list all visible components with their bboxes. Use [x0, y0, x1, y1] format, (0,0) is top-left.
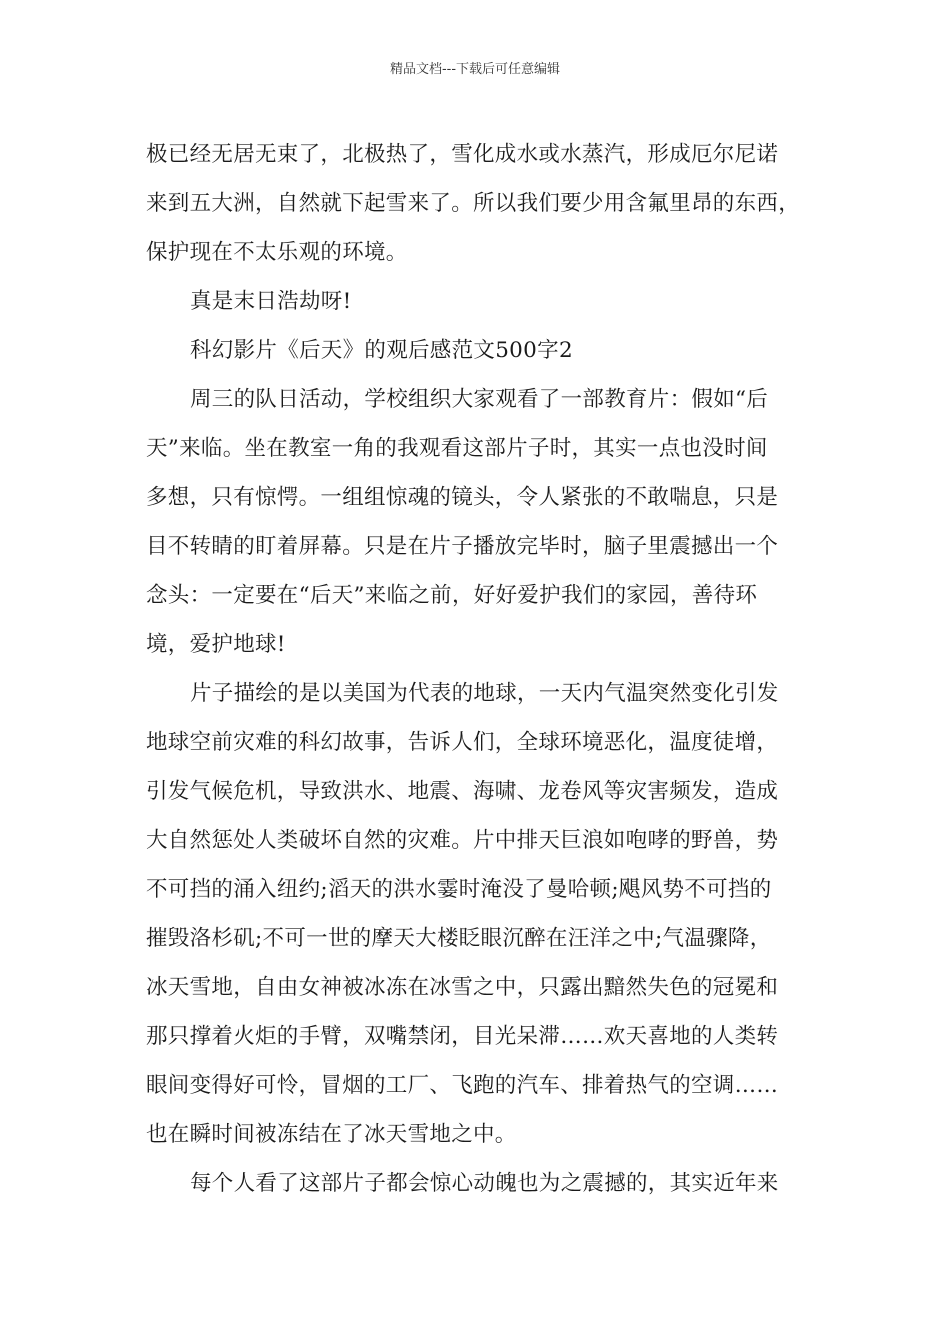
- page-header: 精品文档---下载后可任意编辑: [389, 62, 561, 77]
- text-line: 保护现在不太乐观的环境。: [146, 240, 408, 265]
- document-body: [146, 130, 806, 1208]
- text-line: 摧毁洛杉矶;不可一世的摩天大楼眨眼沉醉在汪洋之中;气温骤降，: [146, 926, 772, 951]
- text-line: 引发气候危机，导致洪水、地震、海啸、龙卷风等灾害频发，造成: [146, 779, 779, 804]
- text-line: 片子描绘的是以美国为代表的地球，一天内气温突然变化引发: [190, 681, 779, 706]
- text-line: 境，爱护地球!: [146, 632, 286, 657]
- text-line: 大自然惩处人类破坏自然的灾难。片中排天巨浪如咆哮的野兽，势: [146, 828, 779, 853]
- text-line: 真是末日浩劫呀!: [190, 289, 352, 314]
- text-line: 目不转睛的盯着屏幕。只是在片子播放完毕时，脑子里震撼出一个: [146, 534, 779, 559]
- text-line: 也在瞬时间被冻结在了冰天雪地之中。: [146, 1122, 517, 1147]
- text-line: 周三的队日活动，学校组织大家观看了一部教育片：假如“后: [190, 387, 769, 412]
- text-line: 科幻影片《后天》的观后感范文500字2: [190, 338, 573, 363]
- text-line: 多想，只有惊愕。一组组惊魂的镜头，令人紧张的不敢喘息，只是: [146, 485, 779, 510]
- text-line: 眼间变得好可怜，冒烟的工厂、飞跑的汽车、排着热气的空调……: [146, 1073, 779, 1098]
- text-line: 天”来临。坐在教室一角的我观看这部片子时，其实一点也没时间: [146, 436, 768, 461]
- text-line: 冰天雪地，自由女神被冰冻在冰雪之中，只露出黯然失色的冠冕和: [146, 975, 779, 1000]
- text-line: 来到五大洲，自然就下起雪来了。所以我们要少用含氟里昂的东西，: [146, 191, 801, 216]
- text-line: 地球空前灾难的科幻故事，告诉人们，全球环境恶化，温度徒增，: [146, 730, 779, 755]
- text-line: 极已经无居无束了，北极热了，雪化成水或水蒸汽，形成厄尔尼诺: [146, 142, 779, 167]
- text-line: 念头：一定要在“后天”来临之前，好好爱护我们的家园，善待环: [146, 583, 758, 608]
- text-line: 不可挡的涌入纽约;滔天的洪水霎时淹没了曼哈顿;飓风势不可挡的: [146, 877, 772, 902]
- text-line: 那只撑着火炬的手臂，双嘴禁闭，目光呆滞……欢天喜地的人类转: [146, 1024, 779, 1049]
- text-line: 每个人看了这部片子都会惊心动魄也为之震撼的，其实近年来: [190, 1171, 779, 1196]
